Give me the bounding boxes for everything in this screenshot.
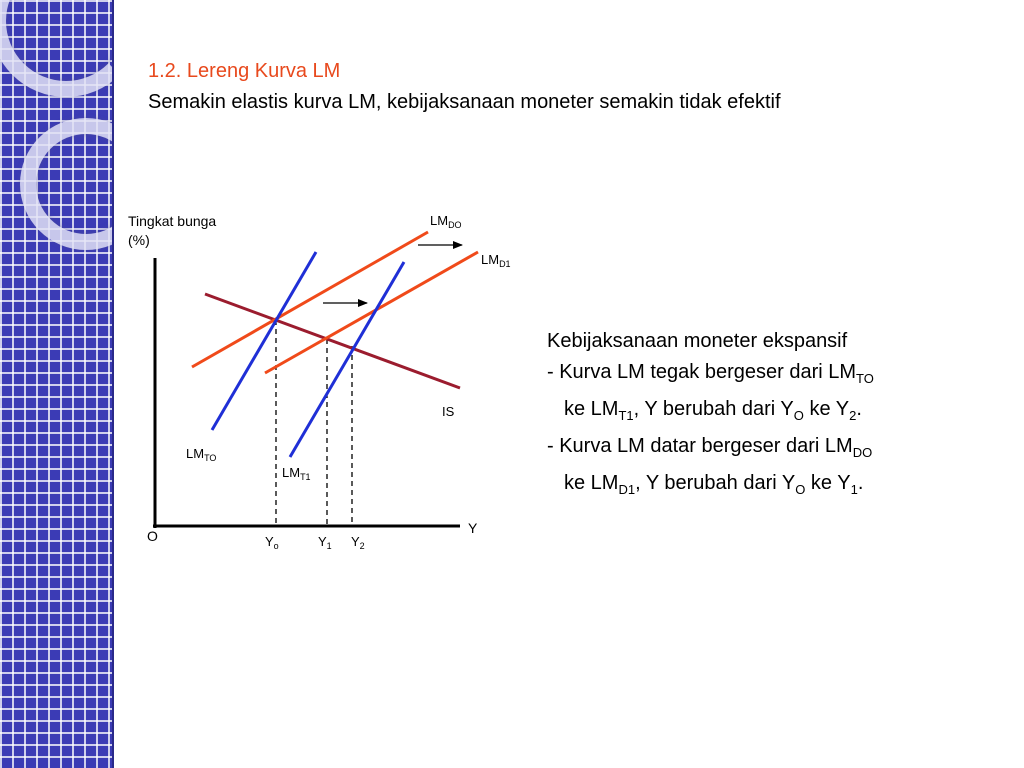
label-is: IS xyxy=(442,404,455,419)
explanation-line-2: - Kurva LM tegak bergeser dari $LM_{TO}$ xyxy=(547,361,874,386)
label-lm-do: $LM_{DO}$ xyxy=(430,213,462,230)
explanation-heading: Kebijaksanaan moneter ekspansif xyxy=(547,330,848,352)
label-lm-t1: $LM_{T1}$ xyxy=(282,465,311,482)
explanation-line-3: ke $LM_{T1}$, Y berubah dari $Y_O$ ke $Y_2$. xyxy=(564,398,862,423)
tick-label-y0: $Y_o$ xyxy=(265,534,279,551)
label-lm-to: $LM_{TO}$ xyxy=(186,446,217,463)
y-axis-label: Tingkat bunga xyxy=(128,213,217,229)
slide-subtitle: Semakin elastis kurva LM, kebijaksanaan moneter semakin tidak efektif xyxy=(148,91,781,113)
tick-label-y2: $Y_2$ xyxy=(351,534,365,551)
explanation-line-4: - Kurva LM datar bergeser dari $LM_{DO}$ xyxy=(547,435,873,460)
label-lm-d1: $LM_{D1}$ xyxy=(481,252,511,269)
explanation-text xyxy=(547,326,874,505)
origin-label: O xyxy=(147,528,158,544)
slide-title: 1.2. Lereng Kurva LM xyxy=(148,60,341,82)
lm-to-curve xyxy=(212,252,316,430)
explanation-line-5: ke $LM_{D1}$, Y berubah dari $Y_O$ ke $Y_1$. xyxy=(564,472,864,497)
y-axis-unit: (%) xyxy=(128,232,150,248)
x-axis-label: Y xyxy=(468,520,478,536)
tick-label-y1: $Y_1$ xyxy=(318,534,332,551)
